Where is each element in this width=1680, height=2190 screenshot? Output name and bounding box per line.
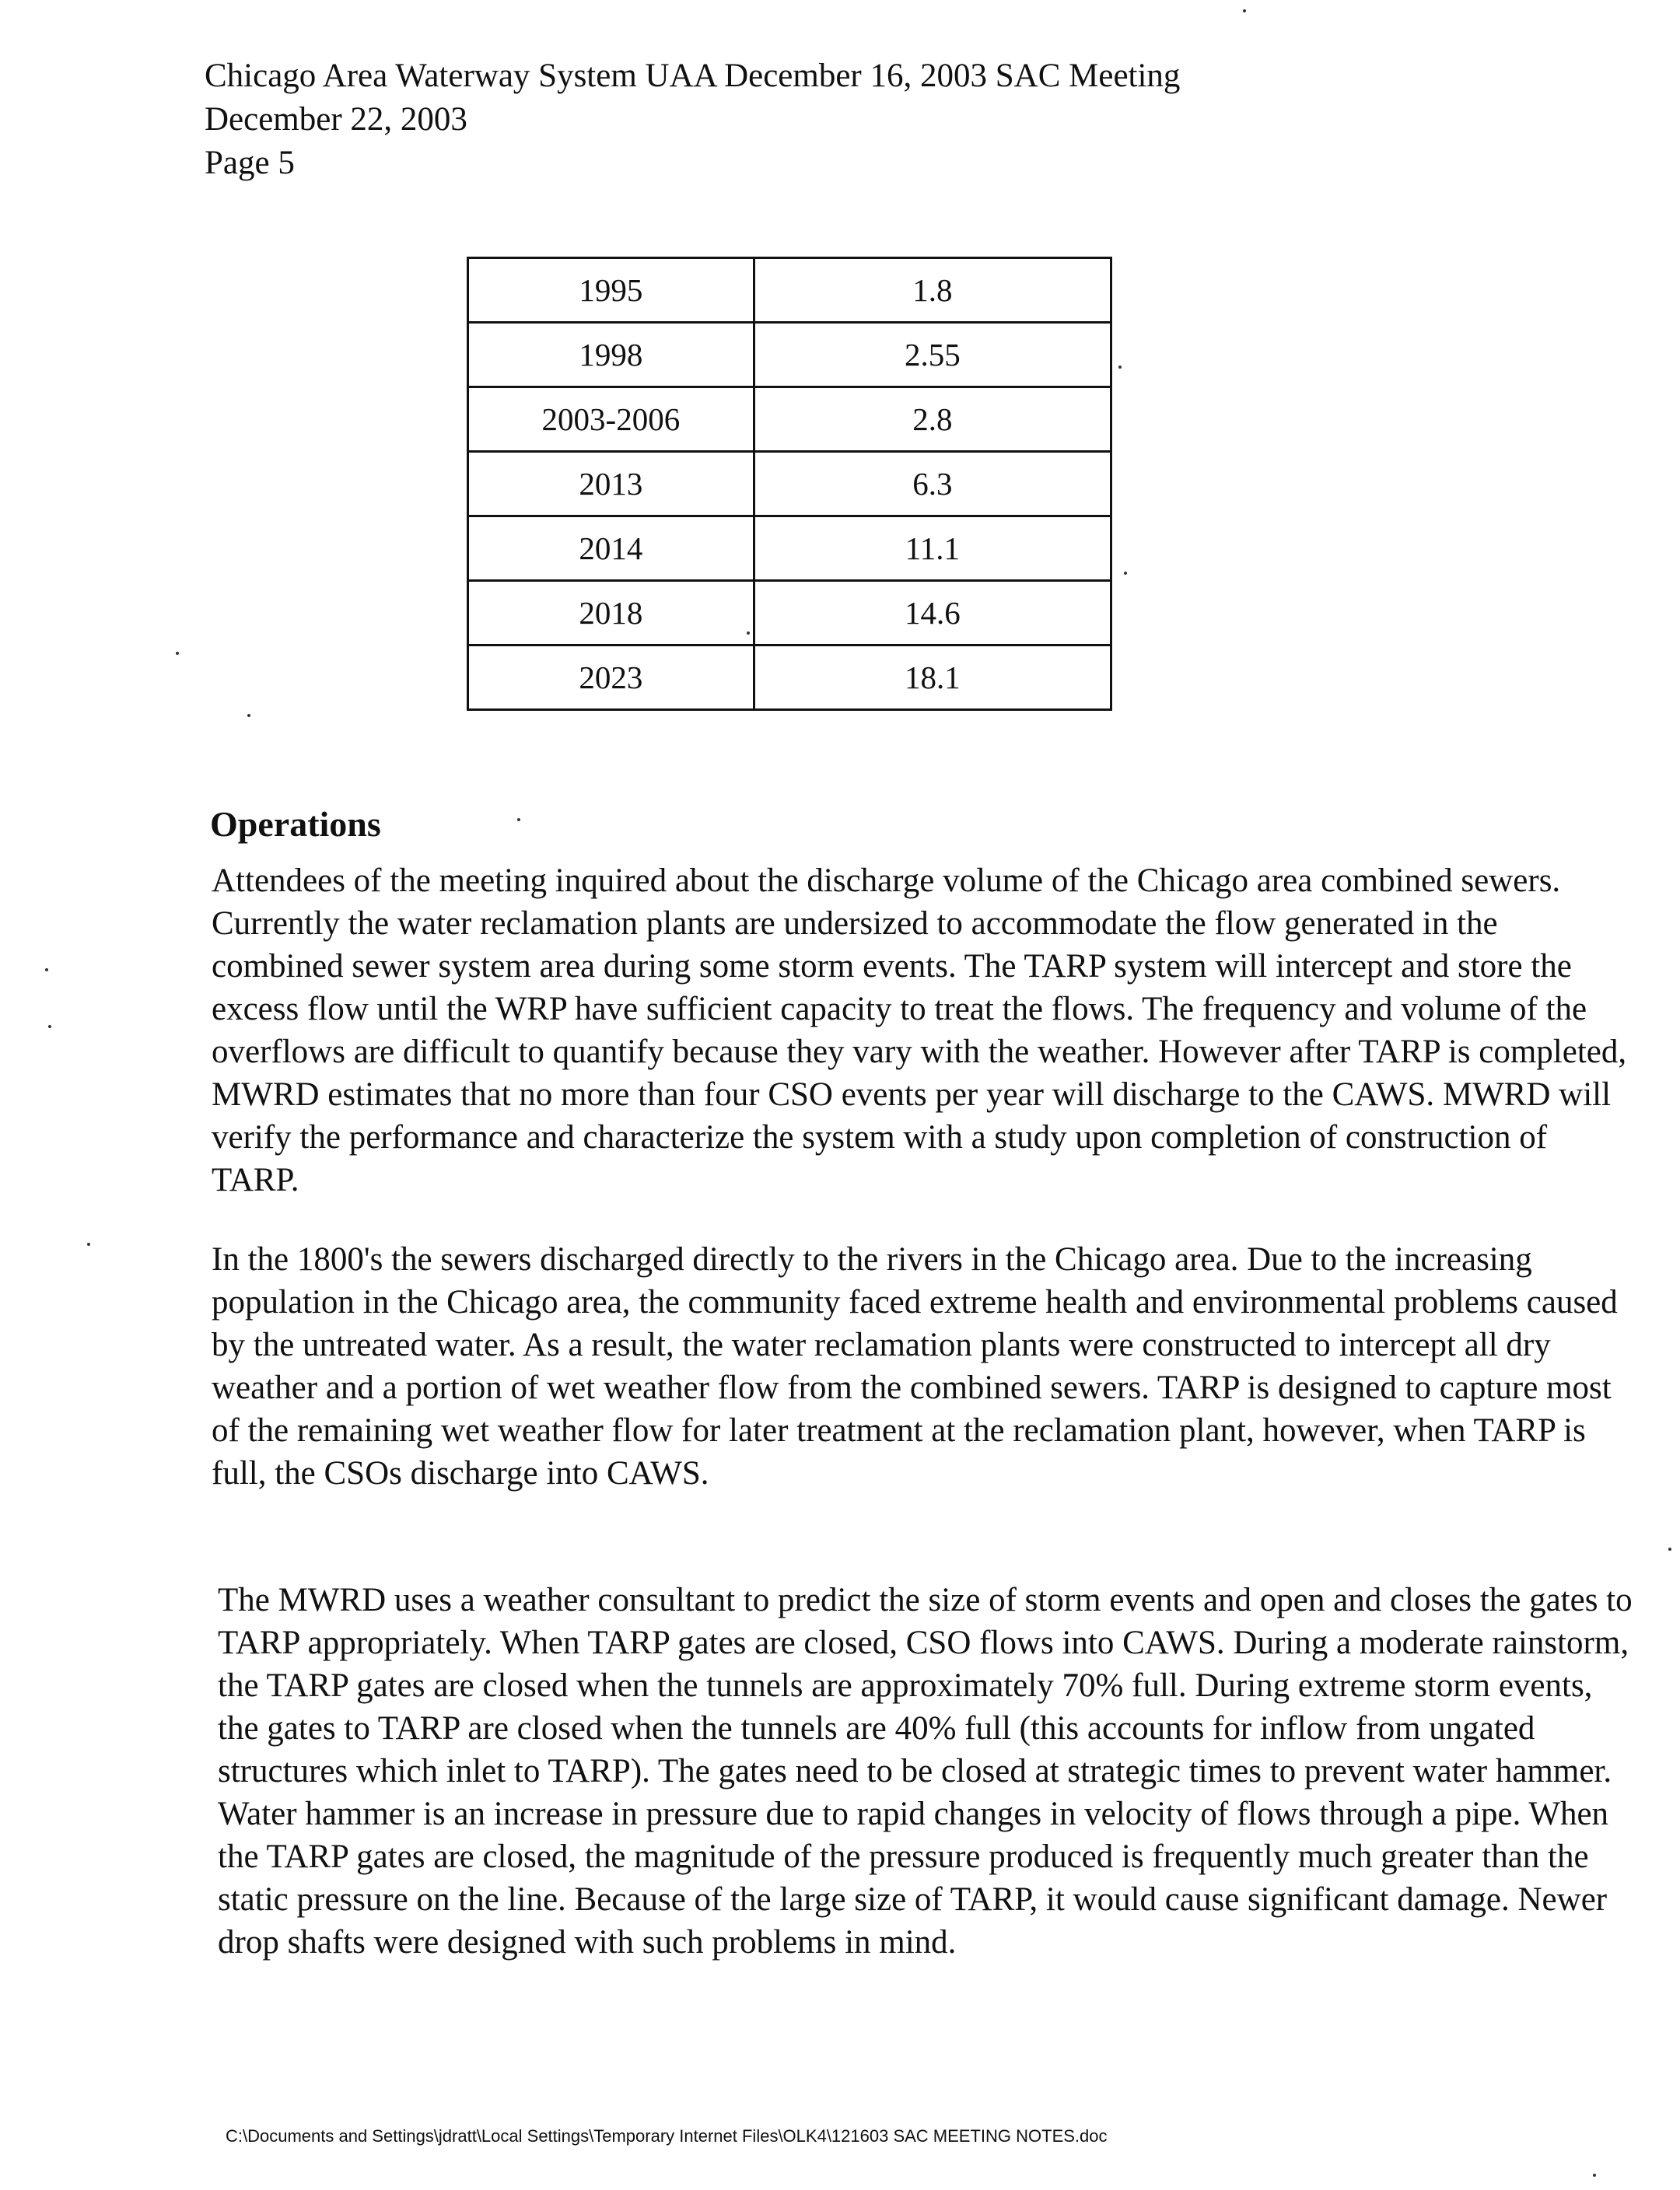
scan-speck xyxy=(176,652,179,655)
year-cell: 1998 xyxy=(468,323,754,387)
year-value-table xyxy=(467,257,1112,711)
year-cell: 2018 xyxy=(468,581,754,645)
table-row xyxy=(468,323,1111,387)
section-heading: Operations xyxy=(210,804,381,844)
scan-speck xyxy=(1243,9,1246,12)
footer-file-path: C:\Documents and Settings\jdratt\Local Settings\Temporary Internet Files\OLK4\121603 SAC MEETING NOTES.doc xyxy=(226,2126,1108,2146)
page-header xyxy=(205,54,1180,185)
scan-speck xyxy=(1668,1548,1671,1551)
value-cell: 1.8 xyxy=(754,258,1111,323)
table-row xyxy=(468,516,1111,581)
paragraph: The MWRD uses a weather consultant to predict the size of storm events and open and closes the gates to TARP appropriately. When TARP gates are closed, CSO flows into CAWS. During a moderate rainstorm, the TARP gates are closed when the tunnels are approximately 70% full. During extreme storm events, the gates to TARP are closed when the tunnels are 40% full (this accounts for inflow from ungated structures which inlet to TARP). The gates need to be closed at strategic times to prevent water hammer. Water hammer is an increase in pressure due to rapid changes in velocity of flows through a pipe. When the TARP gates are closed, the magnitude of the pressure produced is frequently much greater than the static pressure on the line. Because of the large size of TARP, it would cause significant damage. Newer drop shafts were designed with such problems in mind. xyxy=(218,1582,1633,1961)
scan-speck xyxy=(247,714,250,717)
year-cell: 2014 xyxy=(468,516,754,581)
year-cell: 2013 xyxy=(468,452,754,516)
table-row xyxy=(468,581,1111,645)
table-row xyxy=(468,452,1111,516)
header-date: December 22, 2003 xyxy=(205,101,467,138)
paragraph: Attendees of the meeting inquired about the discharge volume of the Chicago area combined sewers. Currently the water reclamation plants are undersized to accommodate the flow generated in the combined sewer system area during some storm events. The TARP system will intercept and store the excess flow until the WRP have sufficient capacity to treat the flows. The frequency and volume of the overflows are difficult to quantify because they vary with the weather. However after TARP is completed, MWRD estimates that no more than four CSO events per year will discharge to the CAWS. MWRD will verify the performance and characterize the system with a study upon completion of construction of TARP. xyxy=(212,862,1627,1198)
scan-speck xyxy=(45,968,48,971)
scan-speck xyxy=(1118,366,1122,369)
year-cell: 1995 xyxy=(468,258,754,323)
header-title: Chicago Area Waterway System UAA December 16, 2003 SAC Meeting xyxy=(205,58,1181,94)
scan-speck xyxy=(1124,572,1127,575)
value-cell: 18.1 xyxy=(754,645,1111,710)
table-row xyxy=(468,645,1111,710)
scan-speck xyxy=(1593,2174,1596,2177)
header-page-number: Page 5 xyxy=(205,145,295,181)
year-cell: 2003-2006 xyxy=(468,387,754,452)
value-cell: 11.1 xyxy=(754,516,1111,581)
scan-speck xyxy=(517,818,520,821)
value-cell: 2.8 xyxy=(754,387,1111,452)
scan-speck xyxy=(747,631,750,635)
table-row xyxy=(468,387,1111,452)
value-cell: 6.3 xyxy=(754,452,1111,516)
year-cell: 2023 xyxy=(468,645,754,710)
paragraph: In the 1800's the sewers discharged directly to the rivers in the Chicago area. Due to the increasing population in the Chicago area, the community faced extreme health and environmental problems caused by the untreated water. As a result, the water reclamation plants were constructed to intercept all dry weather and a portion of wet weather flow from the combined sewers. TARP is designed to capture most of the remaining wet weather flow for later treatment at the reclamation plant, however, when TARP is full, the CSOs discharge into CAWS. xyxy=(212,1241,1618,1492)
value-cell: 14.6 xyxy=(754,581,1111,645)
scan-speck xyxy=(87,1243,90,1246)
value-cell: 2.55 xyxy=(754,323,1111,387)
table-row xyxy=(468,258,1111,323)
scan-speck xyxy=(48,1025,51,1028)
